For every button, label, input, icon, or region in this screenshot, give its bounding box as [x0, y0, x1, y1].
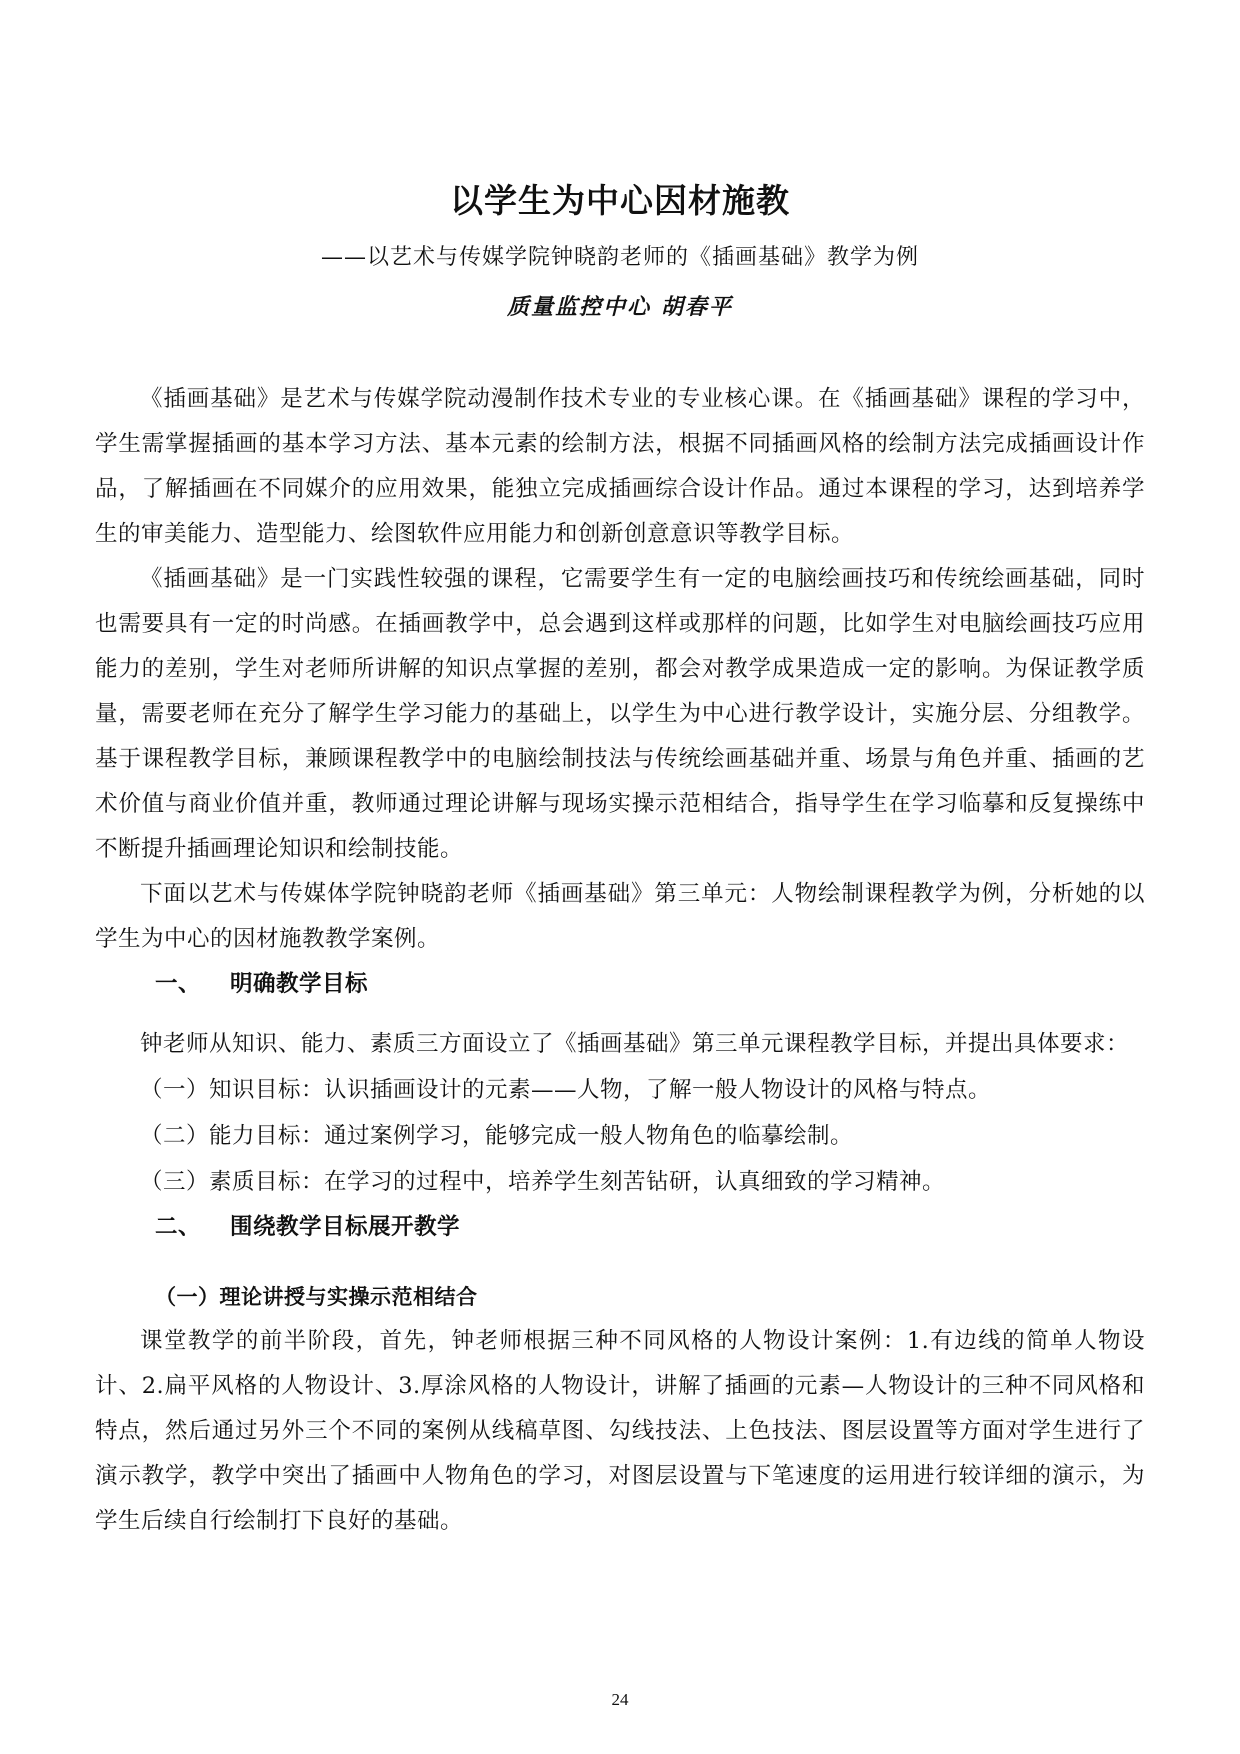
paragraph-practice: 《插画基础》是一门实践性较强的课程，它需要学生有一定的电脑绘画技巧和传统绘画基础，同时也需要具有一定的时尚感。在插画教学中，总会遇到这样或那样的问题，比如学生对电脑绘画技巧应用能力的差别，学生对老师所讲解的知识点掌握的差别，都会对教学成果造成一定的影响。为保证教学质量，需要老师在充分了解学生学习能力的基础上，以学生为中心进行教学设计，实施分层、分组教学。基于课程教学目标，兼顾课程教学中的电脑绘制技法与传统绘画基础并重、场景与角色并重、插画的艺术价值与商业价值并重，教师通过理论讲解与现场实操示范相结合，指导学生在学习临摹和反复操练中不断提升插画理论知识和绘制技能。: [95, 566, 1145, 862]
goal-ability: （二）能力目标：通过案例学习，能够完成一般人物角色的临摹绘制。: [140, 1123, 854, 1149]
section-heading-1: [95, 962, 1145, 1006]
goal-knowledge: （一）知识目标：认识插画设计的元素——人物，了解一般人物设计的风格与特点。: [140, 1077, 992, 1103]
section1-intro: 钟老师从知识、能力、素质三方面设立了《插画基础》第三单元课程教学目标，并提出具体要求：: [140, 1031, 1130, 1057]
section-heading-2: [95, 1205, 1145, 1249]
section-number-1: 一、: [155, 971, 202, 997]
paragraph-case: 下面以艺术与传媒体学院钟晓韵老师《插画基础》第三单元：人物绘制课程教学为例，分析她的以学生为中心的因材施教教学案例。: [95, 881, 1145, 952]
subsection-text-1: 课堂教学的前半阶段，首先，钟老师根据三种不同风格的人物设计案例：1.有边线的简单人物设计、2.扁平风格的人物设计、3.厚涂风格的人物设计，讲解了插画的元素—人物设计的三种不同风格和特点，然后通过另外三个不同的案例从线稿草图、勾线技法、上色技法、图层设置等方面对学生进行了演示教学，教学中突出了插画中人物角色的学习，对图层设置与下笔速度的运用进行较详细的演示，为学生后续自行绘制打下良好的基础。: [95, 1328, 1145, 1534]
document-subtitle: ——以艺术与传媒学院钟晓韵老师的《插画基础》教学为例: [320, 245, 919, 270]
author-line: 质量监控中心 胡春平: [507, 294, 733, 320]
subsection-heading-1: （一）理论讲授与实操示范相结合: [155, 1285, 478, 1309]
paragraph-intro: 《插画基础》是艺术与传媒学院动漫制作技术专业的专业核心课。在《插画基础》课程的学习中，学生需掌握插画的基本学习方法、基本元素的绘制方法，根据不同插画风格的绘制方法完成插画设计作品，了解插画在不同媒介的应用效果，能独立完成插画综合设计作品。通过本课程的学习，达到培养学生的审美能力、造型能力、绘图软件应用能力和创新创意意识等教学目标。: [95, 386, 1145, 547]
page-number: 24: [611, 1690, 629, 1709]
document-title: 以学生为中心因材施教: [450, 181, 790, 220]
document-body: [95, 377, 1145, 1544]
section-number-2: 二、: [155, 1214, 202, 1240]
goal-quality: （三）素质目标：在学习的过程中，培养学生刻苦钻研，认真细致的学习精神。: [140, 1169, 946, 1195]
section-title-2: 围绕教学目标展开教学: [230, 1214, 461, 1240]
section-title-1: 明确教学目标: [230, 971, 369, 997]
